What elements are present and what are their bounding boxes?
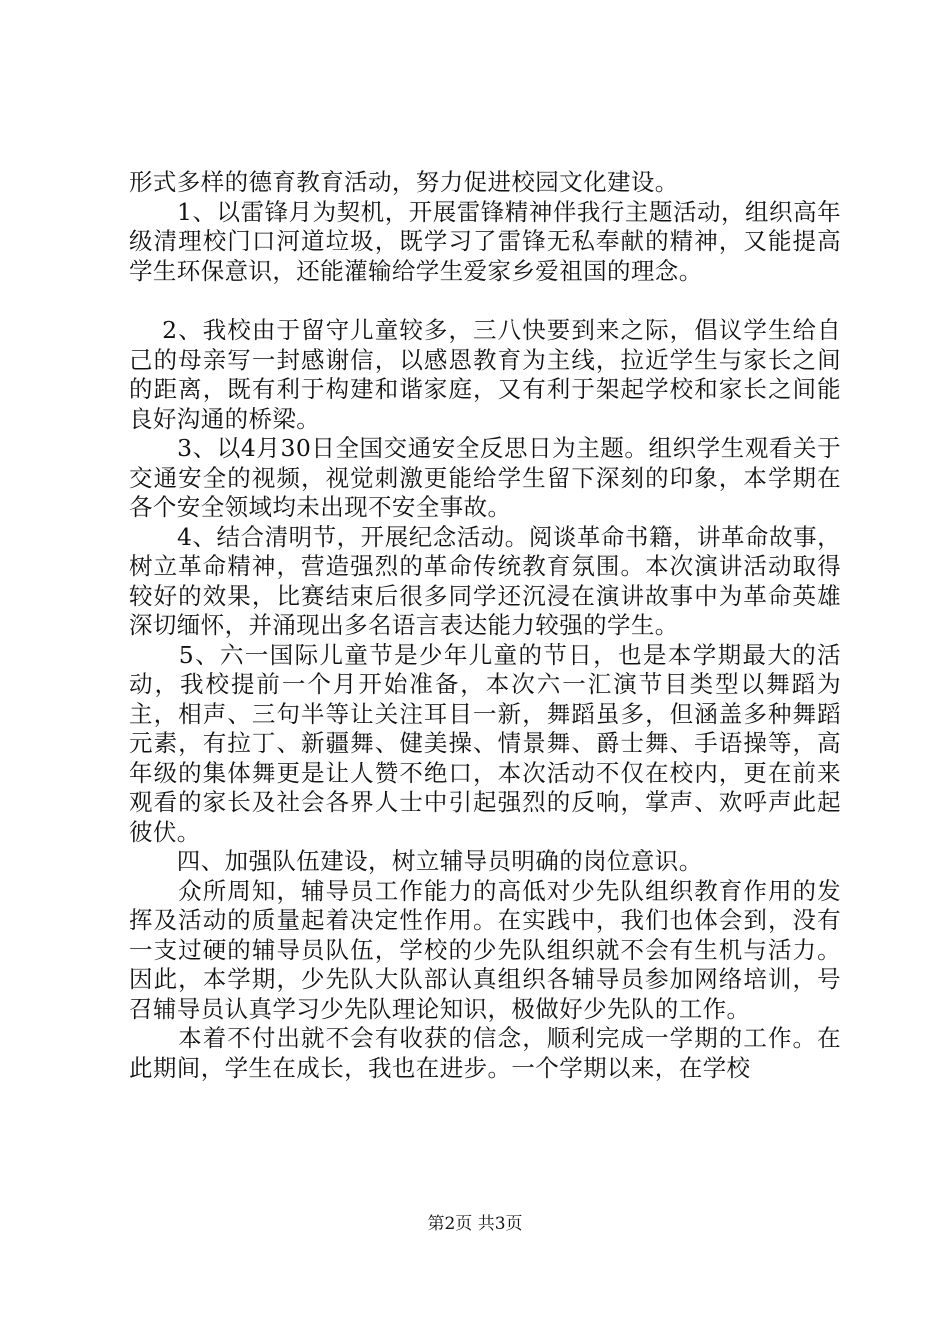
section-heading-team-building: 四、加强队伍建设，树立辅导员明确的岗位意识。 [129,847,703,875]
page-number-label: 第2页 共3页 [427,1214,523,1234]
paragraph-item-4-qingming: 4、结合清明节，开展纪念活动。阅谈革命书籍，讲革命故事，树立革命精神，营造强烈的革命传统教育氛围。本次演讲活动取得较好的效果，比赛结束后很多同学还沉浸在演讲故事中为革命英雄深切缅怀，并涌现出多名语言表达能力较强的学生。 [129,522,841,639]
page-footer [0,1214,950,1234]
paragraph-intro-continuation: 形式多样的德育教育活动，努力促进校园文化建设。 [129,168,679,196]
paragraph-item-2-thank-you-letter: 2、我校由于留守儿童较多，三八快要到来之际，倡议学生给自己的母亲写一封感谢信，以感恩教育为主线，拉近学生与家长之间的距离，既有利于构建和谐家庭，又有利于架起学校和家长之间能良好沟通的桥梁。 [129,316,841,433]
document-body [129,168,841,1083]
paragraph-item-3-traffic-safety: 3、以4月30日全国交通安全反思日为主题。组织学生观看关于交通安全的视频，视觉刺激更能给学生留下深刻的印象，本学期在各个安全领域均未出现不安全事故。 [129,434,841,521]
paragraph-counselor-training: 众所周知，辅导员工作能力的高低对少先队组织教育作用的发挥及活动的质量起着决定性作用。在实践中，我们也体会到，没有一支过硬的辅导员队伍，学校的少先队组织就不会有生机与活力。因此，本学期，少先队大队部认真组织各辅导员参加网络培训，号召辅导员认真学习少先队理论知识，极做好少先队的工作。 [129,876,841,1023]
paragraph-conclusion: 本着不付出就不会有收获的信念，顺利完成一学期的工作。在此期间，学生在成长，我也在进步。一个学期以来，在学校 [129,1024,841,1082]
paragraph-item-5-childrens-day: 5、六一国际儿童节是少年儿童的节日，也是本学期最大的活动，我校提前一个月开始准备，本次六一汇演节目类型以舞蹈为主，相声、三句半等让关注耳目一新，舞蹈虽多，但涵盖多种舞蹈元素，有拉丁、新疆舞、健美操、情景舞、爵士舞、手语操等，高年级的集体舞更是让人赞不绝口，本次活动不仅在校内，更在前来观看的家长及社会各界人士中引起强烈的反响，掌声、欢呼声此起彼伏。 [129,640,841,846]
paragraph-item-1-lei-feng: 1、以雷锋月为契机，开展雷锋精神伴我行主题活动，组织高年级清理校门口河道垃圾，既学习了雷锋无私奉献的精神，又能提高学生环保意识，还能灌输给学生爱家乡爱祖国的理念。 [129,197,841,285]
